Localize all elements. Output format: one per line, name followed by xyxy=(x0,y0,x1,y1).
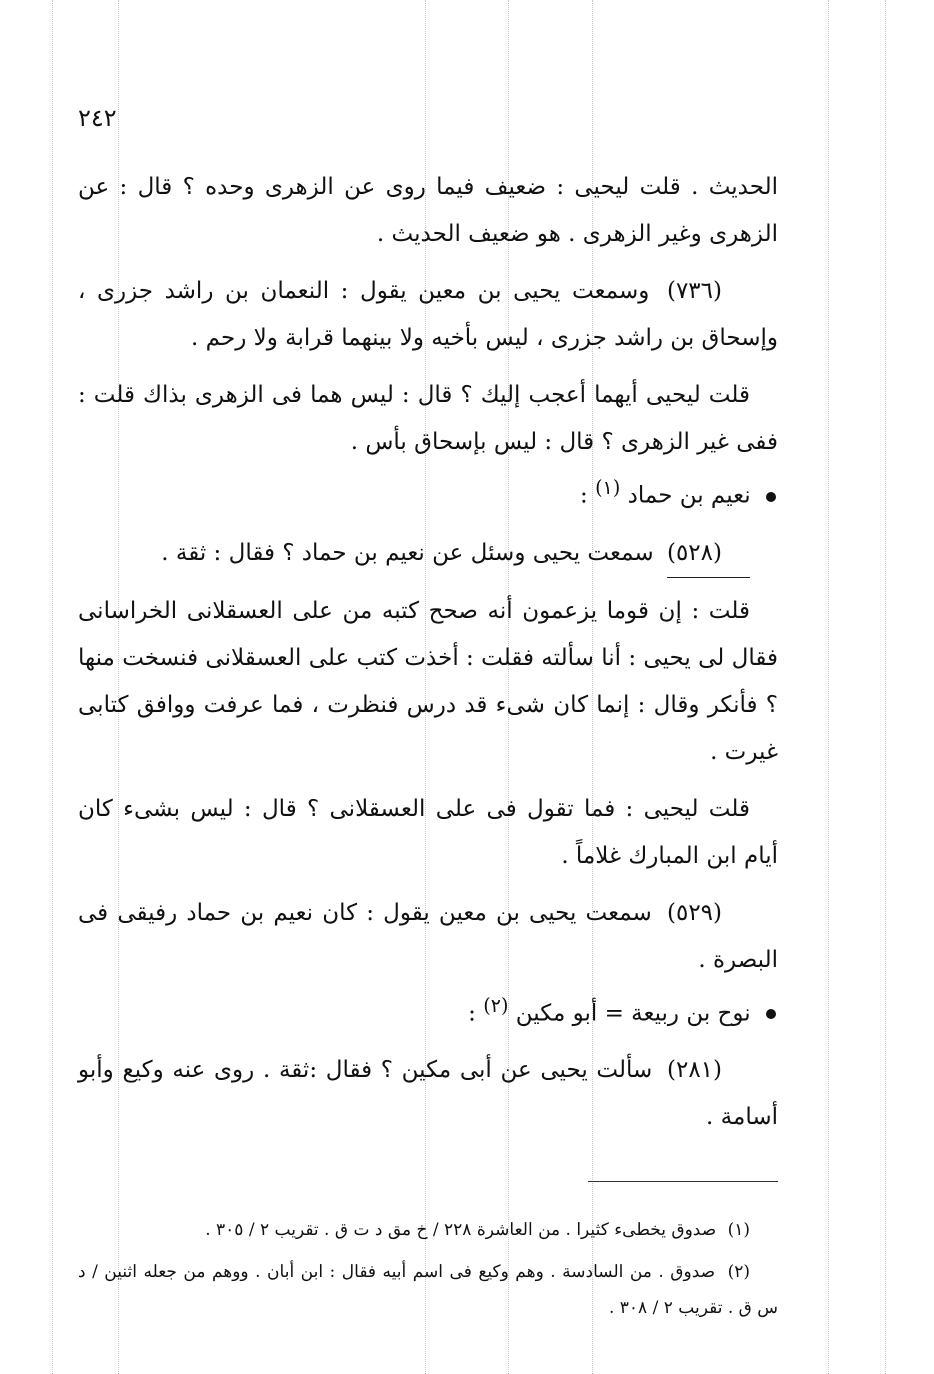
section-title: نعيم بن حماد xyxy=(627,482,751,509)
paragraph-529 xyxy=(78,890,778,984)
footnote-2 xyxy=(78,1254,778,1326)
section-title: نوح بن ربيعة = أبو مكين xyxy=(515,1000,751,1027)
paragraph-text: سألت يحيى عن أبى مكين ؟ فقال :ثقة . روى عنه وكيع وأبو أسامة . xyxy=(78,1057,778,1131)
footnote-reference: (٢) xyxy=(483,993,509,1017)
paragraph-text: قلت ليحيى : فما تقول فى على العسقلانى ؟ قال : ليس بشىء كان أيام ابن المبارك غلاماً . xyxy=(78,795,778,869)
scan-guide-line xyxy=(828,0,829,1374)
heading-colon: : xyxy=(580,482,588,509)
footnote-reference: (١) xyxy=(595,476,621,499)
paragraph-question xyxy=(78,372,778,466)
narration-number: (٥٢٨) xyxy=(667,530,750,578)
narration-number: (٧٣٦) xyxy=(666,278,722,304)
paragraph-text: قلت ليحيى أيهما أعجب إليك ؟ قال : ليس هما فى الزهرى بذاك قلت : ففى غير الزهرى ؟ قال : ليس بإسحاق بأس . xyxy=(78,382,778,455)
paragraph-askalani-question xyxy=(78,786,778,880)
heading-colon: : xyxy=(468,1000,476,1027)
scan-guide-line xyxy=(52,0,53,1374)
bullet-icon xyxy=(766,1009,776,1019)
footnote-1 xyxy=(78,1212,778,1248)
section-heading-nuh xyxy=(78,984,778,1036)
page-number: ٢٤٢ xyxy=(78,104,117,132)
paragraph-askalani xyxy=(78,588,778,776)
narration-number: (٥٢٩) xyxy=(666,899,723,926)
narration-number: (٢٨١) xyxy=(666,1057,723,1084)
paragraph-281 xyxy=(78,1047,778,1141)
paragraph-text: قلت : إن قوما يزعمون أنه صحح كتبه من على العسقلانى الخراسانى فقال لى يحيى : أنا سألته فقلت : أخذت كتب على العسقلانى فنسخت منها ؟ فأنكر وقال : إنما كان شىء قد درس فنظرت ، فما عرفت ووافق كتابى غيرت . xyxy=(78,597,778,765)
paragraph-text: الحديث . قلت ليحيى : ضعيف فيما روى عن الزهرى وحده ؟ قال : عن الزهرى وغير الزهرى . هو ضعيف الحديث . xyxy=(78,174,778,247)
scan-guide-line xyxy=(885,0,886,1374)
paragraph-736 xyxy=(78,268,778,362)
paragraph-text: سمعت يحيى بن معين يقول : كان نعيم بن حماد رفيقى فى البصرة . xyxy=(78,899,778,973)
footnote-divider xyxy=(588,1181,778,1182)
paragraph-text: وسمعت يحيى بن معين يقول : النعمان بن راشد جزرى ، وإسحاق بن راشد جزرى ، ليس بأخيه ولا بينهما قرابة ولا رحم . xyxy=(78,278,778,351)
paragraph-continuation xyxy=(78,164,778,258)
bullet-icon xyxy=(766,492,776,502)
book-page xyxy=(78,100,778,1332)
footnote-text: صدوق . من السادسة . وهم وكيع فى اسم أبيه فقال : ابن أبان . ووهم من جعله اثنين / د س ق . تقريب ٢ / ٣٠٨ . xyxy=(78,1262,778,1319)
paragraph-text: سمعت يحيى وسئل عن نعيم بن حماد ؟ فقال : ثقة . xyxy=(161,539,654,566)
section-heading-naim xyxy=(78,466,778,518)
paragraph-528 xyxy=(78,530,778,578)
footnote-text: صدوق يخطىء كثيرا . من العاشرة ٢٢٨ / خ مق د ت ق . تقريب ٢ / ٣٠٥ . xyxy=(205,1220,717,1241)
footnote-label: (٢) xyxy=(727,1262,750,1283)
footnote-label: (١) xyxy=(727,1220,750,1241)
